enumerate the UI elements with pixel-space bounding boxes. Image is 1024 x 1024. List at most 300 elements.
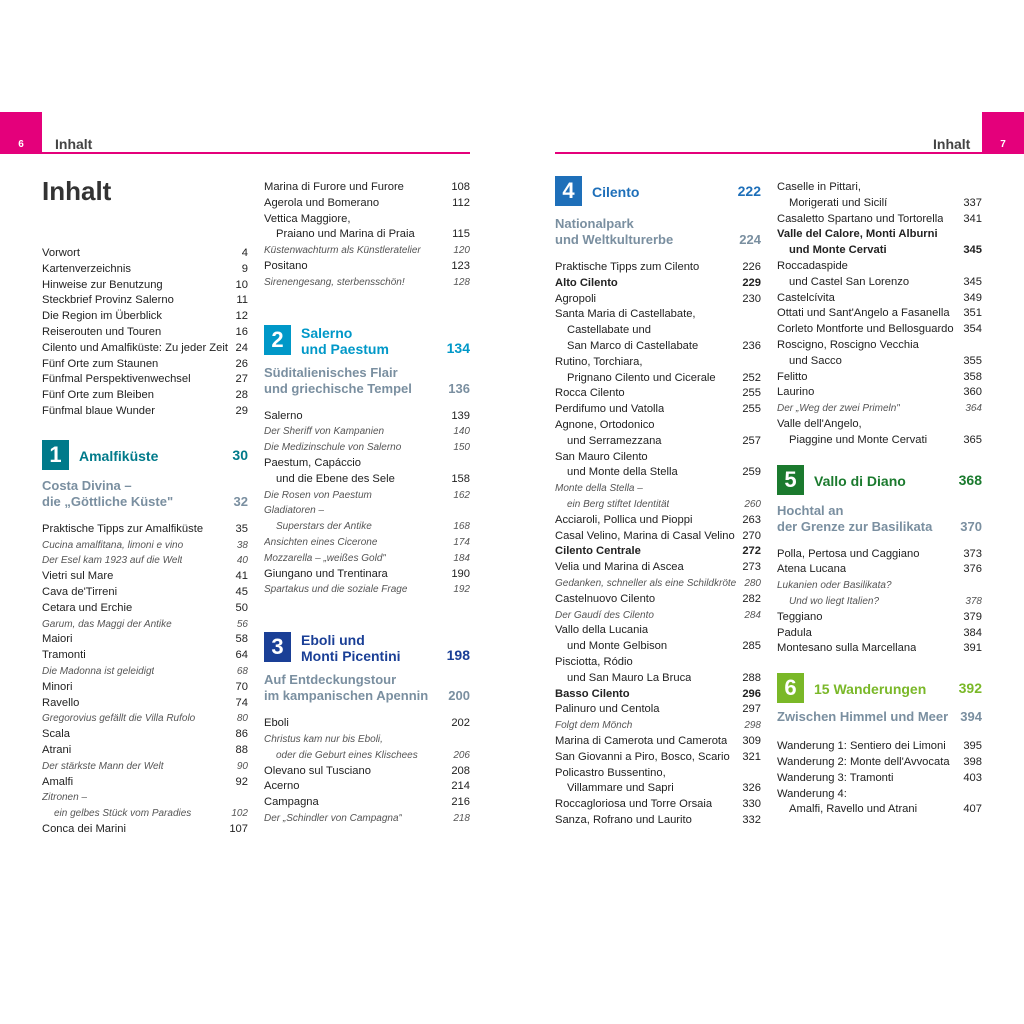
toc-entry[interactable] (777, 802, 982, 818)
toc-entry[interactable] (777, 417, 982, 433)
toc-entry-title: Und wo liegt Italien? (789, 595, 880, 607)
toc-entry-title: Superstars der Antike (276, 521, 372, 533)
toc-entry-page: 70 (235, 680, 248, 693)
toc-entry[interactable] (555, 323, 761, 339)
toc-entry-page: 80 (236, 713, 248, 725)
toc-entry-title: Conca dei Marini (42, 822, 126, 835)
toc-entry-page: 255 (742, 403, 761, 416)
toc-entry-title: Amalfi, Ravello und Atrani (789, 803, 918, 816)
toc-entry[interactable] (777, 259, 982, 275)
toc-entry-title: Roccadaspide (777, 259, 848, 272)
toc-entry[interactable] (555, 450, 761, 466)
section-number-4: 4 (555, 176, 582, 206)
toc-entry-title: Marina di Furore und Furore (264, 181, 404, 193)
toc-entry-title: Paestum, Capáccio (264, 456, 362, 469)
toc-entry[interactable] (777, 626, 982, 642)
toc-entry-title: Roccagloriosa und Torre Orsaia (555, 798, 713, 811)
toc-entry[interactable] (264, 212, 470, 228)
toc-entry[interactable] (42, 806, 248, 822)
toc-entry[interactable] (777, 180, 982, 196)
toc-entry-page: 4 (241, 247, 248, 259)
toc-entry-title: Die Region im Überblick (42, 310, 162, 323)
toc-entry[interactable] (555, 750, 761, 766)
toc-entry[interactable] (264, 243, 470, 259)
toc-entry[interactable] (777, 562, 982, 578)
toc-entry-title: Wanderung 2: Monte dell'Avvocata (777, 755, 950, 768)
toc-entry[interactable] (555, 371, 761, 387)
toc-entry-page (976, 180, 982, 196)
toc-entry-title: Steckbrief Provinz Salerno (42, 294, 174, 307)
toc-entry-page (976, 578, 982, 594)
toc-entry[interactable] (555, 465, 761, 481)
toc-entry-page: 288 (742, 671, 761, 684)
toc-entry-title: Spartakus und die soziale Frage (264, 584, 408, 596)
toc-entry[interactable] (777, 196, 982, 212)
toc-entry[interactable] (555, 734, 761, 750)
section-number-2: 2 (264, 325, 291, 355)
toc-entry-title: Villammare und Sapri (567, 782, 674, 795)
section-page-2: 134 (446, 339, 470, 356)
page-number-tab-right: 7 (982, 112, 1024, 154)
toc-entry-page: 202 (451, 717, 470, 730)
toc-entry[interactable] (555, 608, 761, 624)
toc-entry-page: 252 (742, 371, 761, 384)
toc-entry-page: 373 (963, 547, 982, 560)
toc-entry-page: 92 (235, 775, 248, 788)
toc-entry[interactable] (555, 276, 761, 292)
toc-entry[interactable] (777, 227, 982, 243)
toc-entry-page: 273 (742, 561, 761, 574)
toc-entry-title: Der „Weg der zwei Primeln" (777, 403, 900, 415)
toc-entry-page (755, 418, 761, 434)
toc-entry[interactable] (42, 341, 248, 357)
toc-entry[interactable] (555, 687, 761, 703)
toc-entry-title: Giungano und Trentinara (264, 567, 388, 580)
toc-entry[interactable] (777, 354, 982, 370)
toc-entry-page: 255 (742, 387, 761, 400)
toc-entry-page (976, 787, 982, 803)
toc-entry[interactable] (264, 779, 470, 795)
toc-entry-title: Cucina amalfitana, limoni e vino (42, 539, 184, 551)
toc-entry[interactable] (555, 402, 761, 418)
toc-entry[interactable] (777, 291, 982, 307)
toc-entry[interactable] (264, 196, 470, 212)
toc-entry-title: Casaletto Spartano und Tortorella (777, 212, 944, 225)
toc-entry[interactable] (264, 732, 470, 748)
toc-entry-page: 257 (742, 434, 761, 447)
toc-entry[interactable] (42, 727, 248, 743)
toc-entry[interactable] (555, 292, 761, 308)
toc-entry-page: 285 (742, 640, 761, 653)
toc-entry[interactable] (555, 718, 761, 734)
section-subtitle-2: Süditalienisches Flair und griechische Tempel 136 (264, 364, 470, 396)
toc-entry-title: Wanderung 4: (777, 787, 847, 800)
toc-entry-title: Der stärkste Mann der Welt (42, 760, 164, 772)
toc-entry-title: Garum, das Maggi der Antike (42, 618, 172, 630)
toc-entry[interactable] (555, 592, 761, 608)
toc-entry[interactable] (555, 355, 761, 371)
section-title-1: Amalfiküste (79, 447, 159, 464)
toc-entry[interactable] (777, 433, 982, 449)
toc-entry[interactable] (777, 385, 982, 401)
toc-entry-page: 272 (742, 545, 761, 558)
section-header-4[interactable] (555, 176, 761, 206)
toc-entry-page: 358 (963, 370, 982, 383)
toc-entry[interactable] (555, 529, 761, 545)
toc-entry-title: und die Ebene des Sele (276, 472, 395, 485)
toc-entry-page: 296 (742, 687, 761, 700)
toc-entry-title: Olevano sul Tusciano (264, 764, 371, 777)
toc-entry-title: Fünf Orte zum Staunen (42, 357, 159, 370)
toc-entry-title: Maiori (42, 633, 73, 646)
toc-entry-page: 297 (742, 703, 761, 716)
toc-entry-page: 128 (453, 276, 470, 288)
toc-entry-page: 298 (744, 720, 761, 732)
toc-entry-page: 259 (742, 466, 761, 479)
section-page-6: 392 (958, 680, 982, 697)
toc-entry[interactable] (777, 370, 982, 386)
toc-entry[interactable] (42, 759, 248, 775)
toc-entry-title: Laurino (777, 386, 815, 399)
toc-entry-page: 28 (235, 389, 248, 402)
header-rule-left (42, 152, 470, 154)
toc-entry[interactable] (555, 513, 761, 529)
toc-entry-title: Gedanken, schneller als eine Schildkröte (555, 577, 737, 589)
toc-entry-title: Sanza, Rofrano und Laurito (555, 813, 692, 826)
toc-entry[interactable] (555, 623, 761, 639)
toc-entry[interactable] (42, 822, 248, 838)
toc-entry-title: Lukanien oder Basilikata? (777, 580, 892, 592)
toc-entry-title: Fünfmal Perspektivenwechsel (42, 373, 191, 386)
toc-entry-title: Amalfi (42, 775, 74, 788)
toc-entry[interactable] (264, 488, 470, 504)
toc-entry-title: Atrani (42, 743, 72, 756)
toc-entry-page: 407 (963, 803, 982, 816)
toc-entry-page: 102 (231, 808, 248, 820)
toc-entry-page: 284 (744, 609, 761, 621)
toc-entry-title: Die Medizinschule von Salerno (264, 442, 402, 454)
section-subtitle-6: Zwischen Himmel und Meer 394 (777, 709, 982, 725)
toc-entry-title: Castelcívita (777, 291, 835, 304)
toc-entry-title: Pisciotta, Ródio (555, 655, 633, 668)
toc-column-1 (42, 176, 248, 838)
toc-entry-page: 282 (742, 592, 761, 605)
toc-entry[interactable] (42, 711, 248, 727)
toc-entry-title: Velia und Marina di Ascea (555, 561, 684, 574)
toc-entry[interactable] (555, 766, 761, 782)
toc-entry-page (464, 456, 470, 472)
toc-entry-page: 140 (453, 426, 470, 438)
toc-entry[interactable] (42, 309, 248, 325)
toc-entry[interactable] (264, 180, 470, 196)
toc-entry[interactable] (264, 716, 470, 732)
toc-entry[interactable] (555, 813, 761, 829)
toc-entry[interactable] (777, 322, 982, 338)
toc-entry[interactable] (42, 632, 248, 648)
toc-entry-title: und Castel San Lorenzo (789, 275, 910, 288)
toc-entry-page: 345 (963, 275, 982, 288)
toc-entry[interactable] (42, 775, 248, 791)
toc-entry[interactable] (777, 306, 982, 322)
toc-entry-page: 260 (744, 498, 761, 510)
toc-entry[interactable] (555, 418, 761, 434)
toc-entry[interactable] (264, 519, 470, 535)
toc-entry-page: 263 (742, 513, 761, 526)
toc-entry-title: Küstenwachturm als Künstleratelier (264, 245, 421, 257)
toc-entry[interactable] (264, 424, 470, 440)
toc-entry-title: Zitronen – (42, 792, 88, 804)
section-subtitle-1: Costa Divina – die „Göttliche Küste" 32 (42, 477, 248, 509)
toc-entry-title: Montesano sulla Marcellana (777, 642, 917, 655)
toc-entry-page: 214 (451, 780, 470, 793)
toc-entry-page (464, 732, 470, 748)
toc-entry-page: 378 (965, 595, 982, 607)
section-header-2[interactable] (264, 325, 470, 357)
toc-entry[interactable] (42, 538, 248, 554)
toc-entry[interactable] (777, 771, 982, 787)
toc-entry-title: Sirenengesang, sterbensschön! (264, 276, 405, 288)
toc-entry[interactable] (42, 664, 248, 680)
toc-entry[interactable] (264, 535, 470, 551)
toc-entry[interactable] (555, 639, 761, 655)
toc-entry-title: Cetara und Erchie (42, 601, 133, 614)
toc-entry-page: 230 (742, 292, 761, 305)
toc-entry[interactable] (264, 748, 470, 764)
section-header-6[interactable] (777, 673, 982, 703)
toc-entry-title: Policastro Bussentino, (555, 766, 666, 779)
toc-entry[interactable] (264, 795, 470, 811)
toc-entry[interactable] (42, 404, 248, 420)
toc-entry-page: 280 (744, 577, 761, 589)
toc-entry-title: Der Gaudí des Cilento (555, 609, 654, 621)
toc-entry-title: Vietri sul Mare (42, 570, 114, 583)
toc-entry-page: 162 (453, 489, 470, 501)
section-number-6: 6 (777, 673, 804, 703)
toc-entry[interactable] (264, 440, 470, 456)
toc-entry[interactable] (42, 648, 248, 664)
toc-entry[interactable] (42, 278, 248, 294)
toc-entry-title: Cava de'Tirreni (42, 585, 118, 598)
toc-column-3 (555, 176, 761, 829)
toc-entry[interactable] (555, 576, 761, 592)
toc-entry-title: oder die Geburt eines Klischees (276, 749, 418, 761)
toc-entry-title: San Mauro Cilento (555, 450, 648, 463)
toc-entry[interactable] (777, 641, 982, 657)
toc-entry-title: Positano (264, 259, 308, 272)
section-header-5[interactable] (777, 465, 982, 495)
toc-entry-page: 11 (236, 294, 248, 307)
toc-entry[interactable] (42, 388, 248, 404)
toc-entry[interactable] (42, 790, 248, 806)
toc-entry[interactable] (555, 702, 761, 718)
toc-entry[interactable] (777, 578, 982, 594)
toc-entry-title: Rocca Cilento (555, 387, 625, 400)
toc-entry[interactable] (555, 797, 761, 813)
toc-entry[interactable] (42, 617, 248, 633)
toc-entry-page: 355 (963, 354, 982, 367)
toc-entry[interactable] (264, 275, 470, 291)
toc-entry-page: 365 (963, 433, 982, 446)
toc-entry[interactable] (42, 293, 248, 309)
toc-entry[interactable] (42, 246, 248, 262)
toc-entry-page: 40 (236, 555, 248, 567)
toc-entry[interactable] (264, 764, 470, 780)
section-subtitle-4: Nationalpark und Weltkulturerbe 224 (555, 216, 761, 247)
toc-entry-page (976, 227, 982, 243)
toc-entry[interactable] (42, 569, 248, 585)
toc-entry[interactable] (555, 339, 761, 355)
toc-entry-page: 321 (742, 750, 761, 763)
toc-entry-title: Marina di Camerota und Camerota (555, 734, 728, 747)
toc-entry-page (755, 655, 761, 671)
toc-entry-page: 229 (742, 276, 761, 289)
toc-entry-page: 27 (235, 373, 248, 386)
toc-entry-title: Felitto (777, 370, 808, 383)
toc-entry-page: 326 (742, 782, 761, 795)
toc-entry-page: 26 (235, 357, 248, 370)
toc-entry-title: und Monte Cervati (789, 244, 887, 257)
toc-entry-page: 45 (235, 585, 248, 598)
toc-entry[interactable] (777, 594, 982, 610)
toc-entry-page: 58 (235, 633, 248, 646)
toc-entry-title: Salerno (264, 409, 303, 422)
toc-entry-title: Cilento und Amalfiküste: Zu jeder Zeit (42, 341, 228, 354)
toc-entry-page: 86 (235, 728, 248, 741)
toc-entry-page: 107 (229, 822, 248, 835)
toc-entry[interactable] (555, 671, 761, 687)
toc-entry-title: Reiserouten und Touren (42, 325, 162, 338)
toc-entry-title: Acciaroli, Pollica und Pioppi (555, 513, 693, 526)
toc-entry-page: 398 (963, 755, 982, 768)
toc-entry[interactable] (264, 409, 470, 425)
toc-entry[interactable] (264, 811, 470, 827)
toc-entry-page: 226 (742, 261, 761, 273)
toc-entry-page: 360 (963, 386, 982, 399)
section-title-2: Salerno und Paestum (301, 324, 389, 357)
toc-entry-page: 41 (235, 570, 248, 583)
toc-entry[interactable] (777, 401, 982, 417)
toc-entry-title: Der Esel kam 1923 auf die Welt (42, 555, 183, 567)
toc-entry-title: Castellabate und (567, 324, 651, 337)
toc-entry[interactable] (264, 503, 470, 519)
toc-entry[interactable] (777, 739, 982, 755)
toc-entry-page: 351 (963, 307, 982, 320)
section-header-3[interactable] (264, 632, 470, 664)
section-page-1: 30 (232, 446, 248, 463)
toc-entry-page (755, 481, 761, 497)
toc-entry[interactable] (42, 696, 248, 712)
toc-entry-page (976, 259, 982, 275)
toc-entry[interactable] (42, 585, 248, 601)
toc-entry-page: 139 (451, 409, 470, 422)
toc-entry[interactable] (42, 325, 248, 341)
toc-entry[interactable] (555, 260, 761, 276)
toc-entry-page: 74 (235, 696, 248, 709)
toc-entry[interactable] (264, 582, 470, 598)
toc-entry[interactable] (777, 243, 982, 259)
page-number-tab-left: 6 (0, 112, 42, 154)
toc-entry[interactable] (42, 743, 248, 759)
toc-entry-page: 88 (235, 743, 248, 756)
toc-entry[interactable] (555, 544, 761, 560)
toc-entry-title: Basso Cilento (555, 687, 630, 700)
toc-entry[interactable] (264, 259, 470, 275)
toc-entry[interactable] (777, 275, 982, 291)
toc-entry[interactable] (264, 456, 470, 472)
toc-entry[interactable] (555, 497, 761, 513)
toc-entry[interactable] (264, 551, 470, 567)
toc-entry[interactable] (777, 610, 982, 626)
toc-entry[interactable] (777, 212, 982, 228)
toc-entry[interactable] (555, 560, 761, 576)
toc-entry[interactable] (777, 787, 982, 803)
toc-entry-title: Alto Cilento (555, 276, 618, 289)
toc-entry[interactable] (264, 227, 470, 243)
toc-entry[interactable] (42, 262, 248, 278)
toc-entry-title: Gladiatoren – (264, 505, 325, 517)
toc-entry-page: 120 (453, 245, 470, 257)
toc-entry-title: Caselle in Pittari, (777, 181, 861, 193)
toc-entry[interactable] (777, 338, 982, 354)
toc-entry-title: Valle del Calore, Monti Alburni (777, 228, 938, 241)
toc-entry-title: Ravello (42, 696, 80, 709)
toc-entry[interactable] (42, 680, 248, 696)
toc-entry-page: 9 (241, 262, 248, 275)
toc-entry[interactable] (555, 655, 761, 671)
toc-entry-page: 236 (742, 339, 761, 352)
toc-entry[interactable] (42, 357, 248, 373)
toc-entry-page: 208 (451, 764, 470, 777)
toc-entry-title: Corleto Montforte und Bellosguardo (777, 323, 954, 336)
toc-entry-page: 174 (453, 536, 470, 548)
toc-entry[interactable] (42, 601, 248, 617)
toc-entry[interactable] (264, 472, 470, 488)
toc-entry-page: 309 (742, 734, 761, 747)
toc-entry[interactable] (777, 547, 982, 563)
section-number-3: 3 (264, 632, 291, 662)
toc-entry-page: 349 (963, 291, 982, 304)
toc-entry[interactable] (42, 522, 248, 538)
toc-entry[interactable] (555, 434, 761, 450)
section-page-5: 368 (958, 471, 982, 488)
section-title-5: Vallo di Diano (814, 472, 906, 489)
toc-column-2 (264, 180, 470, 827)
toc-entry[interactable] (555, 307, 761, 323)
toc-entry[interactable] (555, 386, 761, 402)
toc-entry-page (755, 307, 761, 323)
toc-entry-title: Castelnuovo Cilento (555, 592, 656, 605)
toc-entry-title: Agerola und Bomerano (264, 196, 380, 209)
section-number-5: 5 (777, 465, 804, 495)
toc-entry-title: Fünfmal blaue Wunder (42, 404, 155, 417)
toc-entry[interactable] (264, 567, 470, 583)
toc-entry-title: Ansichten eines Cicerone (264, 536, 378, 548)
toc-entry[interactable] (42, 372, 248, 388)
toc-entry[interactable] (555, 481, 761, 497)
toc-entry-title: Acerno (264, 780, 300, 793)
toc-entry-page: 115 (452, 228, 470, 241)
toc-entry-page: 50 (235, 601, 248, 614)
toc-entry-title: Praktische Tipps zum Cilento (555, 261, 700, 273)
toc-entry[interactable] (42, 553, 248, 569)
toc-entry[interactable] (555, 781, 761, 797)
toc-entry[interactable] (777, 755, 982, 771)
toc-entry-title: Wanderung 3: Tramonti (777, 771, 894, 784)
toc-entry-page: 376 (963, 563, 982, 576)
section-header-1[interactable] (42, 440, 248, 470)
toc-entry-page: 395 (963, 740, 982, 753)
toc-entry-title: Prignano Cilento und Cicerale (567, 371, 716, 384)
